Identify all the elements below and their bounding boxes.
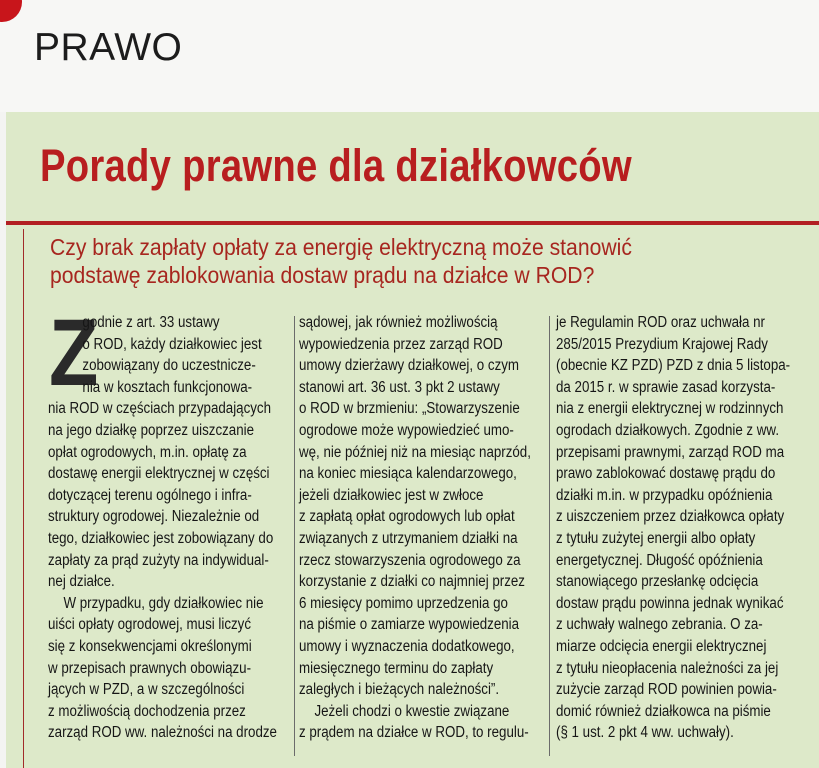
text-line: miarze odcięcia energii elektrycznej: [556, 637, 767, 655]
text-line: o ROD w brzmieniu: „Stowarzyszenie: [299, 400, 520, 418]
text-line: nia w kosztach funkcjonowa-: [82, 378, 253, 396]
text-line: ogrodach działkowych. Zgodnie z ww.: [556, 421, 780, 439]
text-line: da 2015 r. w sprawie zasad korzysta-: [556, 378, 776, 396]
text-line: zapłaty za prąd zużyty na indywidual-: [48, 551, 269, 569]
text-line: zobowiązany do uczestnicze-: [82, 357, 256, 375]
text-line: przepisami prawnymi, zarząd ROD ma: [556, 443, 785, 461]
column-2: [299, 312, 544, 744]
text-line: z prądem na działce w ROD, to regulu-: [299, 724, 529, 742]
column-rule: [549, 316, 550, 756]
text-line: umowy dzierżawy działkowej, o czym: [299, 357, 520, 375]
corner-tab: [0, 0, 22, 22]
section-title: PRAWO: [34, 26, 183, 69]
text-line: się z konsekwencjami określonymi: [48, 637, 252, 655]
text-line: prawo zablokować dostawę prądu do: [556, 465, 776, 483]
text-line: ogrodowe może wypowiedzieć umo-: [299, 421, 514, 439]
text-line: nia ROD w częściach przypadających: [48, 400, 272, 418]
text-line: W przypadku, gdy działkowiec nie: [63, 594, 264, 612]
text-line: zaległych i bieżących należności”.: [299, 681, 500, 699]
text-line: stanowi art. 36 ust. 3 pkt 2 ustawy: [299, 378, 500, 396]
text-line: uiści opłaty ogrodowej, musi liczyć: [48, 616, 252, 634]
text-line: zużycie zarząd ROD powinien powia-: [556, 681, 777, 699]
text-line: domić również działkowca na piśmie: [556, 702, 771, 720]
text-line: nej działce.: [48, 573, 115, 591]
text-line: tego, działkowiec jest zobowiązany do: [48, 529, 274, 547]
text-line: na koniec miesiąca kalendarzowego,: [299, 465, 517, 483]
text-line: na piśmie o zamiarze wypowiedzenia: [299, 616, 520, 634]
text-line: jących w PZD, a w szczególności: [48, 681, 245, 699]
text-line: (§ 1 ust. 2 pkt 4 ww. uchwały).: [556, 724, 734, 742]
text-line: z uiszczeniem przez działkowca opłaty: [556, 508, 785, 526]
text-line: na jego działkę poprzez uiszczanie: [48, 421, 254, 439]
text-line: sądowej, jak również możliwością: [299, 314, 498, 331]
lead-line: podstawę zablokowania dostaw prądu na działce w ROD?: [50, 262, 595, 288]
text-line: miesięcznego terminu do zapłaty: [299, 659, 494, 677]
text-line: jeżeli działkowiec jest w zwłoce: [299, 486, 484, 504]
text-line: dostawę energii elektrycznej w części: [48, 465, 270, 483]
header-band: [0, 0, 819, 112]
text-line: z zapłatą opłat ogrodowych lub opłat: [299, 508, 515, 526]
text-line: korzystanie z działki co najmniej przez: [299, 573, 525, 591]
text-line: Jeżeli chodzi o kwestie związane: [314, 702, 510, 720]
lead-question: [50, 233, 716, 289]
text-line: umowy i wyznaczenia dodatkowego,: [299, 637, 515, 655]
text-line: zarząd ROD ww. należności na drodze: [48, 724, 277, 742]
text-line: dostaw prądu powinna jednak wynikać: [556, 594, 784, 612]
column-rule: [294, 316, 295, 756]
text-line: opłat ogrodowych, m.in. opłatę za: [48, 443, 247, 461]
text-line: z tytułu zużytej energii albo opłaty: [556, 529, 756, 547]
text-line: 6 miesięcy pomimo uprzedzenia go: [299, 594, 508, 612]
column-3: [556, 312, 796, 744]
text-line: o ROD, każdy działkowiec jest: [82, 335, 262, 353]
text-line: związanych z utrzymaniem działki na: [299, 529, 518, 547]
text-line: z uchwały walnego zebrania. O za-: [556, 616, 763, 634]
headline: Porady prawne dla działkowców: [40, 140, 632, 191]
column-1: [48, 300, 288, 744]
text-line: (obecnie KZ PZD) PZD z dnia 5 listopa-: [556, 357, 791, 375]
headline-rule: [6, 221, 819, 225]
text-line: je Regulamin ROD oraz uchwała nr: [556, 314, 765, 331]
text-line: stanowiącego przesłankę odcięcia: [556, 573, 759, 591]
text-line: godnie z art. 33 ustawy: [82, 314, 220, 331]
drop-cap: Z: [49, 300, 99, 406]
left-margin-rule: [23, 229, 24, 768]
text-line: wypowiedzenia przez zarząd ROD: [299, 335, 503, 353]
text-line: z tytułu nieopłacenia należności za jej: [556, 659, 779, 677]
text-line: wę, nie później niż na miesiąc naprzód,: [299, 443, 531, 461]
text-line: energetycznej. Długość opóźnienia: [556, 551, 763, 569]
text-line: 285/2015 Prezydium Krajowej Rady: [556, 335, 768, 353]
text-line: struktury ogrodowej. Niezależnie od: [48, 508, 260, 526]
text-line: z możliwością dochodzenia przez: [48, 702, 246, 720]
text-line: dotyczącej terenu ogólnego i infra-: [48, 486, 252, 504]
text-line: działki m.in. w przypadku opóźnienia: [556, 486, 773, 504]
text-line: rzecz stowarzyszenia ogrodowego za: [299, 551, 521, 569]
lead-line: Czy brak zapłaty opłaty za energię elektryczną może stanowić: [50, 234, 632, 260]
text-line: nia z energii elektrycznej w rodzinnych: [556, 400, 784, 418]
text-line: w przepisach prawnych obowiązu-: [48, 659, 252, 677]
